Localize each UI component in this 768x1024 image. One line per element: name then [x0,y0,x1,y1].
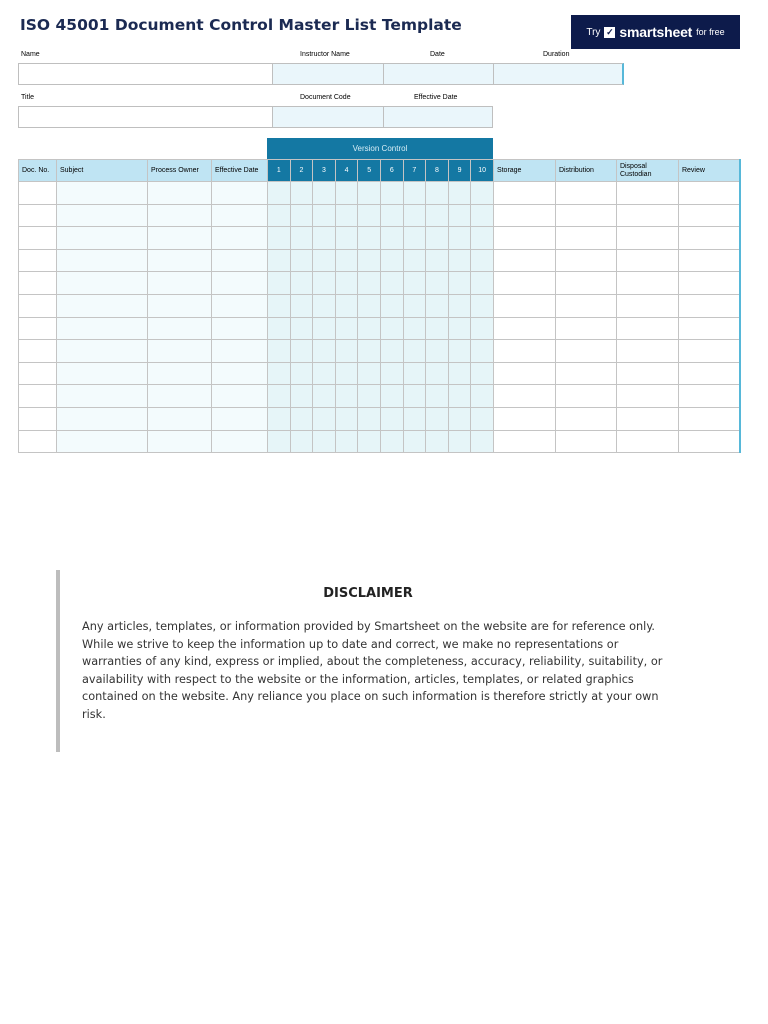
table-cell[interactable] [403,385,426,408]
table-cell[interactable] [555,204,616,227]
table-cell[interactable] [493,385,555,408]
title-field[interactable] [18,106,273,128]
table-cell[interactable] [212,385,268,408]
table-cell[interactable] [678,272,740,295]
table-cell[interactable] [380,294,403,317]
table-cell[interactable] [358,362,381,385]
table-cell[interactable] [403,430,426,453]
table-cell[interactable] [471,385,494,408]
table-cell[interactable] [678,294,740,317]
table-cell[interactable] [19,317,57,340]
table-cell[interactable] [616,407,678,430]
effective-date-field[interactable] [383,106,493,128]
table-cell[interactable] [471,227,494,250]
table-cell[interactable] [19,340,57,363]
table-cell[interactable] [212,362,268,385]
table-cell[interactable] [148,204,212,227]
table-cell[interactable] [471,430,494,453]
table-cell[interactable] [380,407,403,430]
instructor-name-label: Instructor Name [300,51,350,58]
table-row [19,249,741,272]
table-cell[interactable] [426,294,449,317]
table-cell[interactable] [426,204,449,227]
table-cell[interactable] [426,407,449,430]
col-review: Review [678,160,740,182]
table-cell[interactable] [448,272,471,295]
table-cell[interactable] [19,407,57,430]
table-cell[interactable] [426,340,449,363]
table-cell[interactable] [148,272,212,295]
instructor-name-field[interactable] [272,63,384,85]
table-cell[interactable] [57,272,148,295]
table-cell[interactable] [57,317,148,340]
table-cell[interactable] [448,182,471,205]
table-cell[interactable] [212,407,268,430]
table-cell[interactable] [471,249,494,272]
table-cell[interactable] [313,182,336,205]
table-cell[interactable] [335,227,358,250]
master-list-table [18,159,741,453]
brand-free-text: for free [696,27,725,37]
table-cell[interactable] [148,182,212,205]
table-cell[interactable] [268,249,291,272]
col-version-6: 6 [380,160,403,182]
table-cell[interactable] [19,294,57,317]
table-cell[interactable] [493,182,555,205]
table-cell[interactable] [57,362,148,385]
table-cell[interactable] [290,385,313,408]
table-cell[interactable] [57,182,148,205]
col-storage: Storage [493,160,555,182]
table-cell[interactable] [335,430,358,453]
table-cell[interactable] [616,249,678,272]
table-cell[interactable] [313,204,336,227]
table-cell[interactable] [19,430,57,453]
table-cell[interactable] [212,249,268,272]
table-cell[interactable] [493,317,555,340]
table-cell[interactable] [212,340,268,363]
table-cell[interactable] [616,362,678,385]
table-cell[interactable] [268,294,291,317]
table-cell[interactable] [212,182,268,205]
table-cell[interactable] [335,340,358,363]
table-cell[interactable] [313,294,336,317]
table-cell[interactable] [403,340,426,363]
duration-label: Duration [543,51,570,58]
page-title: ISO 45001 Document Control Master List Template [20,16,462,34]
table-cell[interactable] [448,294,471,317]
table-cell[interactable] [380,182,403,205]
table-cell[interactable] [448,362,471,385]
table-cell[interactable] [290,317,313,340]
table-cell[interactable] [57,340,148,363]
table-cell[interactable] [335,182,358,205]
table-cell[interactable] [555,430,616,453]
table-cell[interactable] [403,204,426,227]
table-cell[interactable] [555,227,616,250]
name-label: Name [21,51,40,58]
table-cell[interactable] [616,385,678,408]
table-cell[interactable] [313,430,336,453]
table-cell[interactable] [148,362,212,385]
table-cell[interactable] [212,294,268,317]
table-cell[interactable] [426,227,449,250]
table-cell[interactable] [358,204,381,227]
table-cell[interactable] [313,340,336,363]
col-distribution: Distribution [555,160,616,182]
table-cell[interactable] [471,294,494,317]
table-cell[interactable] [268,272,291,295]
table-cell[interactable] [57,385,148,408]
table-cell[interactable] [290,204,313,227]
table-cell[interactable] [268,385,291,408]
table-cell[interactable] [19,204,57,227]
table-cell[interactable] [493,294,555,317]
name-field[interactable] [18,63,273,85]
table-cell[interactable] [358,249,381,272]
table-row [19,204,741,227]
table-cell[interactable] [403,182,426,205]
table-cell[interactable] [57,249,148,272]
table-cell[interactable] [148,340,212,363]
table-cell[interactable] [426,385,449,408]
table-cell[interactable] [555,249,616,272]
table-cell[interactable] [212,204,268,227]
table-row [19,227,741,250]
table-cell[interactable] [493,227,555,250]
table-cell[interactable] [616,294,678,317]
table-cell[interactable] [678,227,740,250]
table-cell[interactable] [448,407,471,430]
table-cell[interactable] [678,204,740,227]
table-cell[interactable] [212,317,268,340]
table-cell[interactable] [555,182,616,205]
table-cell[interactable] [148,317,212,340]
table-cell[interactable] [19,385,57,408]
col-version-3: 3 [313,160,336,182]
table-cell[interactable] [290,362,313,385]
table-cell[interactable] [335,407,358,430]
table-cell[interactable] [380,430,403,453]
table-cell[interactable] [19,182,57,205]
table-cell[interactable] [493,249,555,272]
table-cell[interactable] [335,249,358,272]
disclaimer-text: Any articles, templates, or information provided by Smartsheet on the website are for reference only. While we strive to keep the information up to date and correct, we make no representations or warranties of any kind, express or implied, about the completeness, accuracy, reliability, suitability, or availability with respect to the website or the information, articles, templates, or related graphics contained on the website. Any reliance you place on such information is therefore strictly at your own risk. [82,620,663,721]
table-cell[interactable] [403,362,426,385]
table-row [19,340,741,363]
table-cell[interactable] [335,204,358,227]
table-cell[interactable] [616,182,678,205]
table-cell[interactable] [471,182,494,205]
table-cell[interactable] [426,430,449,453]
table-cell[interactable] [471,362,494,385]
table-cell[interactable] [19,249,57,272]
table-cell[interactable] [426,317,449,340]
col-disposal-custodian: Disposal Custodian [616,160,678,182]
table-cell[interactable] [493,204,555,227]
table-cell[interactable] [358,294,381,317]
table-cell[interactable] [212,430,268,453]
table-cell[interactable] [290,294,313,317]
table-cell[interactable] [335,317,358,340]
col-version-4: 4 [335,160,358,182]
table-cell[interactable] [268,407,291,430]
table-cell[interactable] [426,182,449,205]
table-cell[interactable] [493,340,555,363]
table-header-row [19,160,741,182]
table-cell[interactable] [678,385,740,408]
table-cell[interactable] [555,272,616,295]
table-cell[interactable] [471,317,494,340]
try-smartsheet-button[interactable] [571,15,740,49]
col-subject: Subject [57,160,148,182]
table-cell[interactable] [493,407,555,430]
table-cell[interactable] [57,430,148,453]
table-cell[interactable] [290,227,313,250]
document-code-field[interactable] [272,106,384,128]
table-cell[interactable] [403,249,426,272]
table-cell[interactable] [57,227,148,250]
table-cell[interactable] [555,407,616,430]
table-cell[interactable] [313,272,336,295]
col-version-10: 10 [471,160,494,182]
table-cell[interactable] [426,249,449,272]
table-cell[interactable] [290,249,313,272]
table-cell[interactable] [313,407,336,430]
table-cell[interactable] [448,249,471,272]
table-cell[interactable] [471,340,494,363]
table-cell[interactable] [290,340,313,363]
table-cell[interactable] [616,204,678,227]
table-cell[interactable] [380,204,403,227]
table-cell[interactable] [335,294,358,317]
table-cell[interactable] [380,362,403,385]
table-cell[interactable] [403,407,426,430]
table-cell[interactable] [403,272,426,295]
table-cell[interactable] [678,317,740,340]
table-cell[interactable] [290,407,313,430]
table-cell[interactable] [57,204,148,227]
table-cell[interactable] [148,430,212,453]
table-cell[interactable] [57,407,148,430]
smartsheet-logo-icon: ✓ [606,26,614,37]
table-cell[interactable] [426,362,449,385]
table-cell[interactable] [380,227,403,250]
table-cell[interactable] [290,272,313,295]
table-cell[interactable] [403,227,426,250]
version-control-header: Version Control [267,138,493,159]
table-cell[interactable] [19,272,57,295]
table-cell[interactable] [471,407,494,430]
table-cell[interactable] [493,362,555,385]
table-cell[interactable] [380,340,403,363]
table-cell[interactable] [448,204,471,227]
col-version-5: 5 [358,160,381,182]
table-cell[interactable] [678,362,740,385]
table-cell[interactable] [493,430,555,453]
table-cell[interactable] [212,227,268,250]
table-cell[interactable] [616,272,678,295]
table-row [19,407,741,430]
table-cell[interactable] [555,340,616,363]
disclaimer-box [56,570,676,752]
table-cell[interactable] [471,272,494,295]
date-field[interactable] [383,63,494,85]
table-cell[interactable] [19,227,57,250]
table-row [19,317,741,340]
table-cell[interactable] [448,340,471,363]
table-cell[interactable] [380,272,403,295]
table-cell[interactable] [148,249,212,272]
table-cell[interactable] [57,294,148,317]
table-cell[interactable] [358,385,381,408]
table-row [19,385,741,408]
table-cell[interactable] [555,362,616,385]
table-cell[interactable] [426,272,449,295]
table-row [19,430,741,453]
table-cell[interactable] [448,385,471,408]
table-cell[interactable] [335,385,358,408]
table-cell[interactable] [678,430,740,453]
table-cell[interactable] [148,294,212,317]
table-cell[interactable] [358,317,381,340]
table-cell[interactable] [678,340,740,363]
table-cell[interactable] [290,182,313,205]
duration-field[interactable] [493,63,624,85]
table-cell[interactable] [313,317,336,340]
table-cell[interactable] [448,317,471,340]
table-row [19,182,741,205]
table-cell[interactable] [290,430,313,453]
col-version-9: 9 [448,160,471,182]
col-process-owner: Process Owner [148,160,212,182]
table-cell[interactable] [678,407,740,430]
table-cell[interactable] [268,362,291,385]
col-doc-no: Doc. No. [19,160,57,182]
table-cell[interactable] [358,340,381,363]
date-label: Date [430,51,445,58]
table-row [19,294,741,317]
table-row [19,362,741,385]
table-cell[interactable] [268,340,291,363]
table-cell[interactable] [335,362,358,385]
col-version-7: 7 [403,160,426,182]
table-cell[interactable] [358,182,381,205]
table-cell[interactable] [313,249,336,272]
table-cell[interactable] [678,182,740,205]
table-cell[interactable] [403,294,426,317]
table-cell[interactable] [358,272,381,295]
table-cell[interactable] [19,362,57,385]
table-cell[interactable] [148,385,212,408]
table-cell[interactable] [313,385,336,408]
brand-try-text: Try [586,26,601,38]
table-cell[interactable] [616,430,678,453]
table-cell[interactable] [268,227,291,250]
brand-name: smartsheet [619,24,693,40]
table-cell[interactable] [268,204,291,227]
table-cell[interactable] [358,430,381,453]
table-cell[interactable] [448,430,471,453]
table-cell[interactable] [358,407,381,430]
table-cell[interactable] [268,430,291,453]
table-cell[interactable] [335,272,358,295]
effective-date-label: Effective Date [414,94,458,101]
table-cell[interactable] [313,227,336,250]
document-code-label: Document Code [300,94,351,101]
table-cell[interactable] [448,227,471,250]
title-label: Title [21,94,34,101]
table-cell[interactable] [358,227,381,250]
table-row [19,272,741,295]
table-cell[interactable] [555,385,616,408]
table-cell[interactable] [148,227,212,250]
table-cell[interactable] [268,182,291,205]
col-version-1: 1 [268,160,291,182]
table-cell[interactable] [380,249,403,272]
table-cell[interactable] [403,317,426,340]
table-cell[interactable] [555,294,616,317]
table-cell[interactable] [148,407,212,430]
col-version-8: 8 [426,160,449,182]
col-version-2: 2 [290,160,313,182]
table-cell[interactable] [380,317,403,340]
disclaimer-heading: DISCLAIMER [323,586,413,601]
table-cell[interactable] [268,317,291,340]
table-cell[interactable] [616,317,678,340]
table-cell[interactable] [471,204,494,227]
col-effective-date: Effective Date [212,160,268,182]
table-cell[interactable] [313,362,336,385]
table-cell[interactable] [555,317,616,340]
table-cell[interactable] [616,227,678,250]
table-cell[interactable] [678,249,740,272]
table-cell[interactable] [616,340,678,363]
table-cell[interactable] [212,272,268,295]
table-cell[interactable] [493,272,555,295]
table-cell[interactable] [380,385,403,408]
